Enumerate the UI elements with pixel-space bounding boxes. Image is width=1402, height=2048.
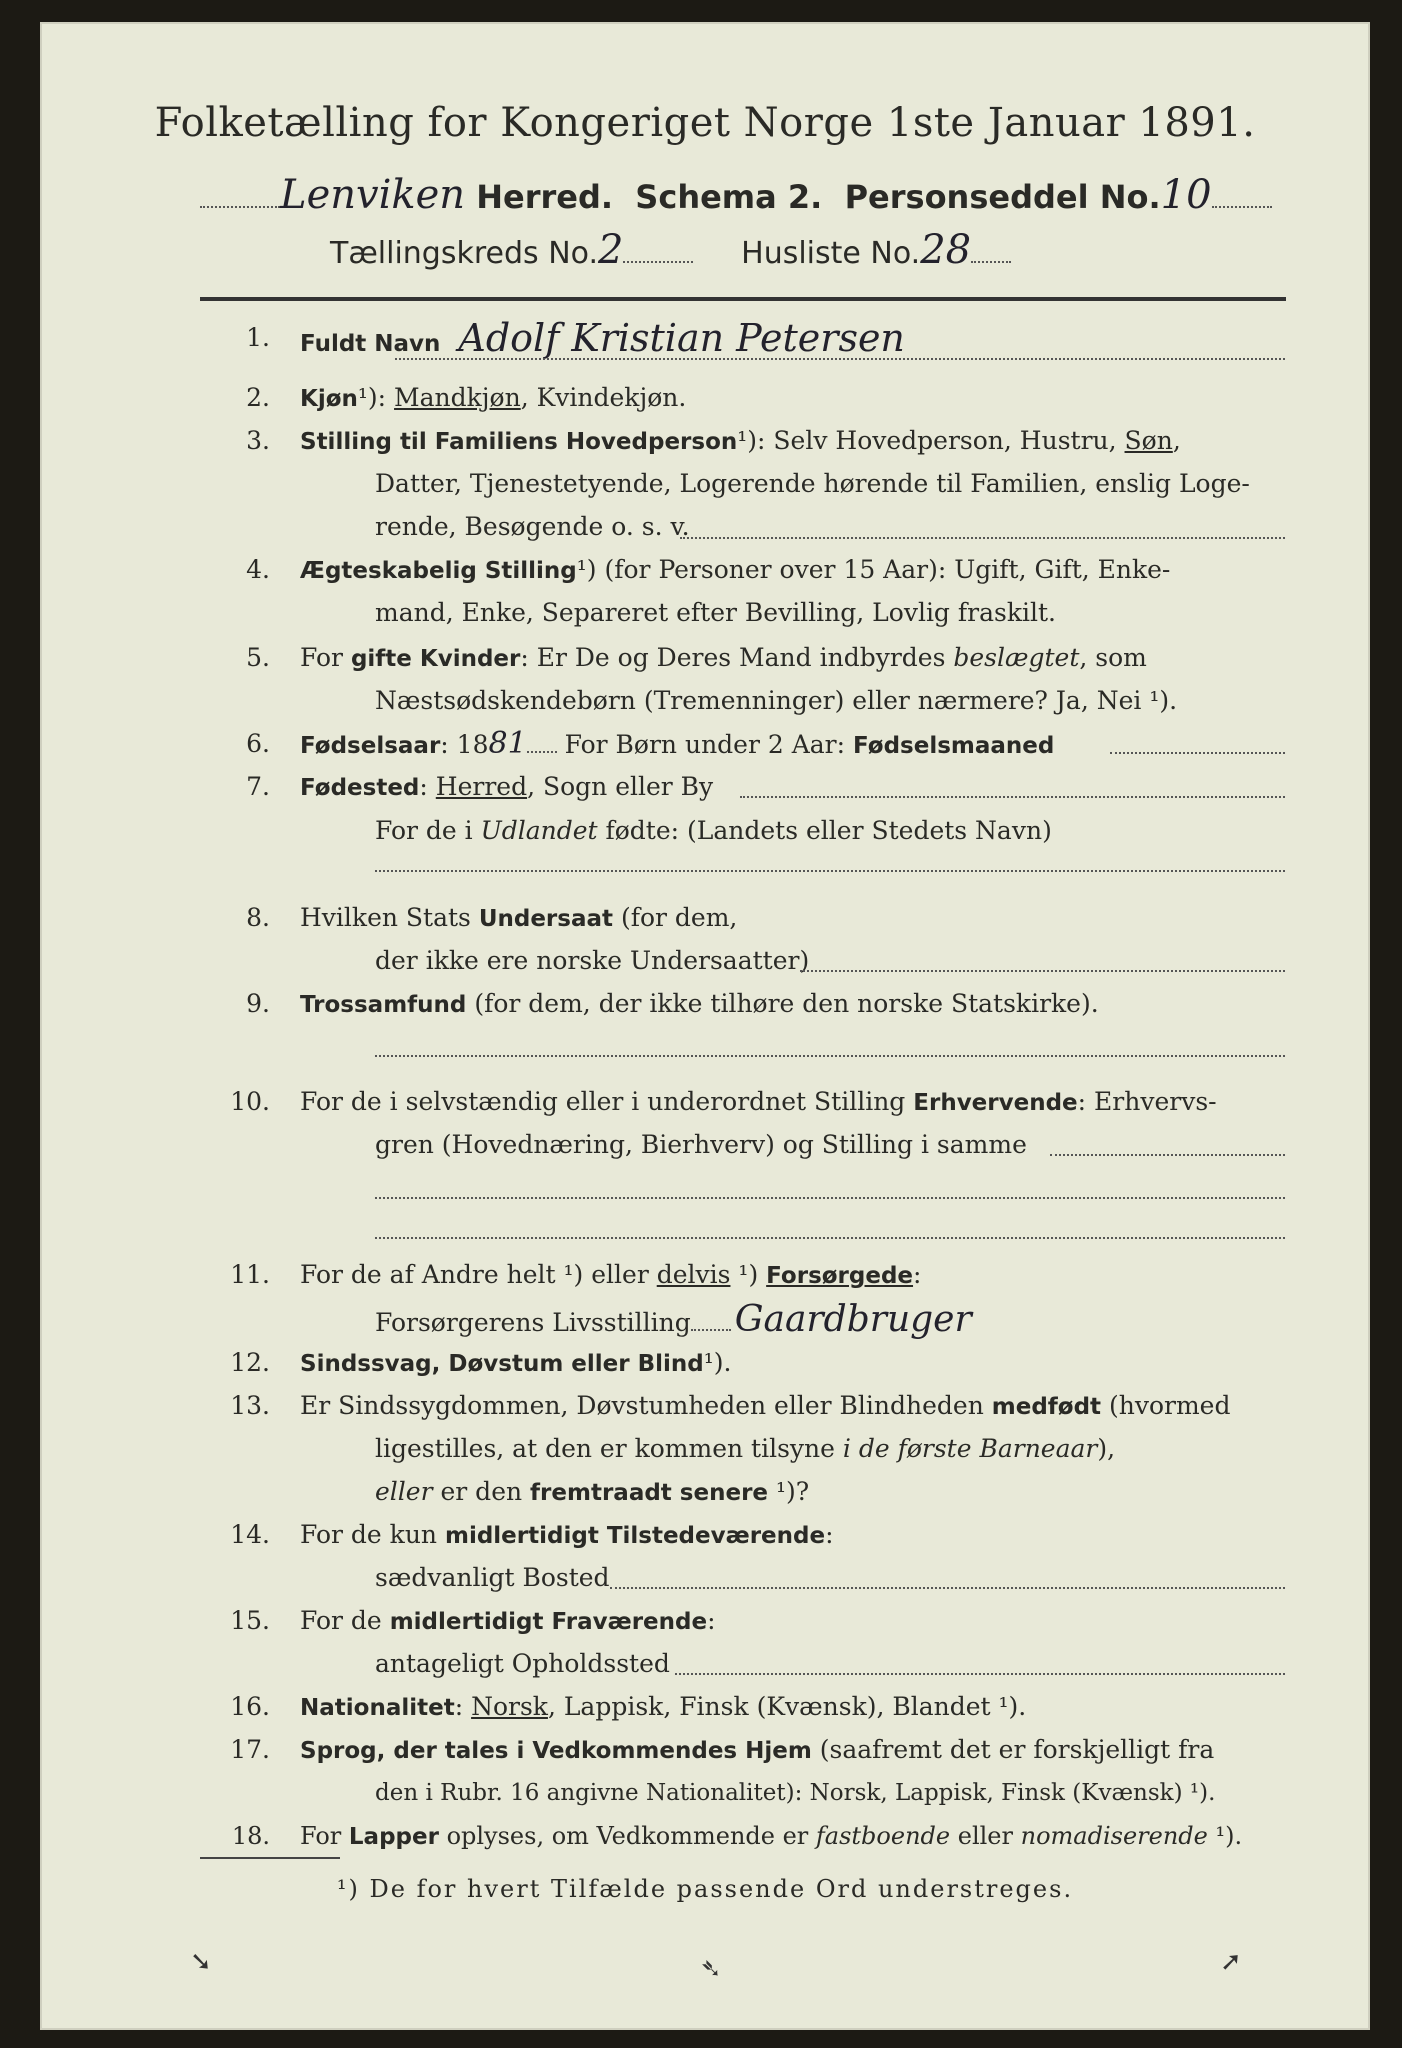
item-text: Hvilken Stats: [300, 903, 479, 932]
item-text: mand, Enke, Separeret efter Bevilling, Lovlig fraskilt.: [375, 598, 1056, 627]
dotted-line: [800, 970, 1285, 972]
item-number: 9.: [246, 989, 270, 1018]
dotted-line: [691, 1323, 731, 1331]
kreds-label: Tællingskreds No.: [330, 236, 598, 271]
dotted-line: [610, 1587, 1285, 1589]
item-label: midlertidigt Fraværende: [389, 1609, 708, 1635]
underlined-answer: delvis: [656, 1260, 731, 1289]
herred-handwritten: Lenviken: [280, 172, 466, 218]
corner-mark-icon: ➚: [1220, 1947, 1242, 1977]
item-text: For de i: [375, 816, 481, 845]
item-label: Erhvervende: [913, 1090, 1078, 1116]
item-label: Fødested: [300, 775, 420, 801]
form-title: Folketælling for Kongeriget Norge 1ste Januar 1891.: [154, 100, 1256, 146]
item-text: i de første Barneaar: [842, 1434, 1098, 1463]
item-number: 5.: [246, 643, 270, 672]
item-text: For: [300, 1822, 349, 1850]
item-text: (saafremt det er forskjelligt fra: [811, 1735, 1215, 1764]
footnote: ¹) De for hvert Tilfælde passende Ord understreges.: [336, 1875, 1074, 1903]
item-text: der ikke ere norske Undersaatter): [375, 946, 810, 975]
item-text: Forsørgerens Livsstilling: [375, 1308, 691, 1337]
herred-label: Herred.: [476, 178, 614, 216]
item-text: ¹)?: [768, 1477, 810, 1506]
item-text: ¹): Selv Hovedperson, Hustru,: [737, 426, 1125, 455]
item-text: oplyses, om Vedkommende er: [438, 1822, 816, 1850]
item-text: Næstsødskendebørn (Tremenninger) eller nærmere? Ja, Nei ¹).: [375, 686, 1178, 715]
item-text: : 18: [440, 730, 489, 759]
item-number: 1.: [246, 323, 270, 352]
item-text: fødte: (Landets eller Stedets Navn): [597, 816, 1052, 845]
item-text: ¹) (for Personer over 15 Aar): Ugift, Gift, Enke-: [576, 555, 1171, 584]
item-label: gifte Kvinder: [350, 646, 521, 672]
schema-label: Schema 2.: [635, 178, 823, 216]
item-number: 6.: [246, 729, 270, 758]
husliste-handwritten: 28: [920, 227, 972, 273]
item-text: :: [454, 1692, 472, 1721]
item-text: :: [707, 1606, 716, 1635]
item-text: ¹).: [703, 1348, 732, 1377]
item-text: : Er De og Deres Mand indbyrdes: [520, 643, 954, 672]
item-text: nomadiserende: [1020, 1822, 1208, 1850]
item-label: Nationalitet: [300, 1695, 455, 1721]
item-text: :: [825, 1520, 834, 1549]
form-header-line-3: [330, 227, 1011, 273]
item-text: (for dem,: [613, 903, 738, 932]
item-number: 18.: [231, 1822, 270, 1850]
item-text: rende, Besøgende o. s. v.: [375, 512, 690, 541]
item-text: For de af Andre helt ¹) eller: [300, 1260, 657, 1289]
item-text: For de kun: [300, 1520, 445, 1549]
item-text: ligestilles, at den er kommen tilsyne: [375, 1434, 843, 1463]
item-label: Sindssvag, Døvstum eller Blind: [300, 1351, 704, 1377]
item-text: antageligt Opholdssted: [375, 1649, 670, 1678]
item-number: 12.: [230, 1348, 270, 1377]
item-text: For: [300, 643, 351, 672]
husliste-label: Husliste No.: [741, 236, 921, 271]
item-label: Kjøn: [300, 386, 358, 412]
form-header-line-2: [200, 172, 1272, 218]
dotted-line: [375, 870, 1285, 872]
item-label: Ægteskabelig Stilling: [300, 558, 577, 584]
full-name-handwritten: Adolf Kristian Petersen: [458, 316, 905, 360]
birth-year-handwritten: 81: [488, 726, 527, 761]
item-text: den i Rubr. 16 angivne Nationalitet): Norsk, Lappisk, Finsk (Kvænsk) ¹).: [375, 1780, 1216, 1806]
item-label: Fødselsaar: [300, 733, 441, 759]
item-text: , Kvindekjøn.: [520, 383, 687, 412]
dotted-line: [680, 537, 1285, 539]
item-text: er den: [432, 1477, 531, 1506]
dotted-line: [675, 1673, 1285, 1675]
item-text: ¹):: [357, 383, 395, 412]
item-number: 14.: [230, 1520, 270, 1549]
item-text: sædvanligt Bosted: [375, 1563, 610, 1592]
item-label: Forsørgede: [766, 1263, 914, 1289]
item-text: (for dem, der ikke tilhøre den norske Statskirke).: [466, 989, 1099, 1018]
dotted-line: [200, 200, 280, 208]
item-text: , Lappisk, Finsk (Kvænsk), Blandet ¹).: [547, 1692, 1027, 1721]
underlined-answer: Norsk: [471, 1692, 548, 1721]
item-number: 16.: [230, 1692, 270, 1721]
kreds-handwritten: 2: [598, 227, 624, 273]
item-number: 7.: [246, 772, 270, 801]
dotted-line: [375, 1055, 1285, 1057]
item-number: 17.: [230, 1735, 270, 1764]
dotted-line: [395, 358, 1285, 360]
item-text: For de: [300, 1606, 390, 1635]
item-text: beslægtet: [953, 643, 1080, 672]
underlined-answer: Herred: [435, 772, 528, 801]
item-text: ¹): [730, 1260, 767, 1289]
item-text: ),: [1097, 1434, 1116, 1463]
item-text: , som: [1079, 643, 1147, 672]
item-label: Trossamfund: [300, 992, 467, 1018]
item-number: 10.: [230, 1087, 270, 1116]
item-number: 3.: [246, 426, 270, 455]
item-label: Undersaat: [478, 906, 613, 932]
item-text: Datter, Tjenestetyende, Logerende hørende til Familien, enslig Loge-: [375, 469, 1250, 498]
item-text: gren (Hovednæring, Bierhverv) og Stilling i samme: [375, 1130, 1027, 1159]
item-text: :: [419, 772, 436, 801]
item-text: ¹).: [1207, 1822, 1243, 1850]
item-number: 13.: [230, 1391, 270, 1420]
dotted-line: [1212, 200, 1272, 208]
item-text: eller: [950, 1822, 1021, 1850]
item-label: Fødselsmaaned: [853, 733, 1055, 759]
item-text: : Erhvervs-: [1077, 1087, 1217, 1116]
item-text: For de i selvstændig eller i underordnet Stilling: [300, 1087, 914, 1116]
center-mark-icon: ➴: [700, 1954, 722, 1984]
item-number: 4.: [246, 555, 270, 584]
item-text: , Sogn eller By: [527, 772, 714, 801]
item-label: Stilling til Familiens Hovedperson: [300, 429, 738, 455]
personseddel-handwritten: 10: [1160, 172, 1212, 218]
item-text: ,: [1172, 426, 1181, 455]
item-label: Lapper: [348, 1824, 439, 1850]
dotted-line: [623, 255, 693, 263]
underlined-answer: Mandkjøn: [394, 383, 521, 412]
item-number: 2.: [246, 383, 270, 412]
item-label: medfødt: [991, 1394, 1102, 1420]
footnote-rule: [200, 1857, 340, 1859]
item-text: eller: [375, 1477, 433, 1506]
item-label: fremtraadt senere: [530, 1480, 769, 1506]
supporter-occupation-handwritten: Gaardbruger: [734, 1299, 972, 1340]
item-text: Udlandet: [480, 816, 598, 845]
item-number: 8.: [246, 903, 270, 932]
item-label: midlertidigt Tilstedeværende: [444, 1523, 826, 1549]
item-text: fastboende: [815, 1822, 951, 1850]
dotted-line: [375, 1197, 1285, 1199]
dotted-line: [740, 796, 1285, 798]
dotted-line: [1110, 752, 1285, 754]
dotted-line: [375, 1237, 1285, 1239]
item-number: 15.: [230, 1606, 270, 1635]
corner-mark-icon: ➘: [190, 1947, 212, 1977]
item-label: Sprog, der tales i Vedkommendes Hjem: [300, 1738, 812, 1764]
item-text: For Børn under 2 Aar:: [556, 730, 853, 759]
dotted-line: [527, 745, 557, 753]
item-text: Er Sindssygdommen, Døvstumheden eller Blindheden: [300, 1391, 992, 1420]
item-text: (hvormed: [1101, 1391, 1231, 1420]
header-rule: [200, 297, 1286, 301]
census-form: Folketælling for Kongeriget Norge 1ste Januar 1891. Lenviken Herred. Schema 2. Personseddel No.10 Tællingskreds No.2 Husliste No.28 1. Fuldt Navn Adolf Kristian Petersen 2. Kjøn¹): Mandkjøn, Kvindekjøn. 3. Stilling til Familiens Hovedperson¹): Selv Hovedperson, Hustru, Søn, Datter, Tjenestetyende, Logerende hørende til Familien, enslig Loge- rende, Besøgende o. s. v. 4. Ægteskabelig Stilling¹) (for Personer over 15 Aar): Ugift, Gift, Enke- mand, Enke, Separeret efter Bevilling, Lovlig fraskilt. 5. For gifte Kvinder: Er De og Deres Mand indbyrdes beslægtet, som Næstsødskendebørn (Tremenninger) eller nærmere? Ja, Nei ¹). 6. Fødselsaar: 1881 For Børn under 2 Aar: Fødselsmaaned 7. Fødested: Herred, Sogn eller By For de i Udlandet fødte: (Landets eller Stedets Navn) 8. Hvilken Stats Undersaat (for dem, der ikke ere norske Undersaatter) 9. Trossamfund (for dem, der ikke tilhøre den norske Statskirke). 10. For de i selvstændig eller i underordnet Stilling Erhvervende: Erhvervs- gren (Hovednæring, Bierhverv) og Stilling i samme 11. For de af Andre helt ¹) eller delvis ¹) Forsørgede: Forsørgerens Livsstilling Gaardbruger 12. Sindssvag, Døvstum eller Blind¹). 13. Er Sindssygdommen, Døvstumheden eller Blindheden medfødt (hvormed ligestilles, at den er kommen tilsyne i de første Barneaar), eller er den fremtraadt senere ¹)? 14. For de kun midlertidigt Tilstedeværende: sædvanligt Bosted 15. For de midlertidigt Fraværende: antageligt Opholdssted 16. Nationalitet: Norsk, Lappisk, Finsk (Kvænsk), Blandet ¹). 17. Sprog, der tales i Vedkommendes Hjem (saafremt det er forskjelligt fra den i Rubr. 16 angivne Nationalitet): Norsk, Lappisk, Finsk (Kvænsk) ¹). 18. For Lapper oplyses, om Vedkommende er fastboende eller nomadiserende ¹). ¹) De for hvert Tilfælde passende Ord understreges. ➘ ➴ ➚: [40, 22, 1370, 2030]
underlined-answer: Søn: [1124, 426, 1173, 455]
item-label: Fuldt Navn: [300, 331, 441, 357]
dotted-line: [971, 255, 1011, 263]
item-number: 11.: [230, 1260, 270, 1289]
personseddel-label: Personseddel No.: [844, 178, 1161, 216]
dotted-line: [1050, 1154, 1285, 1156]
